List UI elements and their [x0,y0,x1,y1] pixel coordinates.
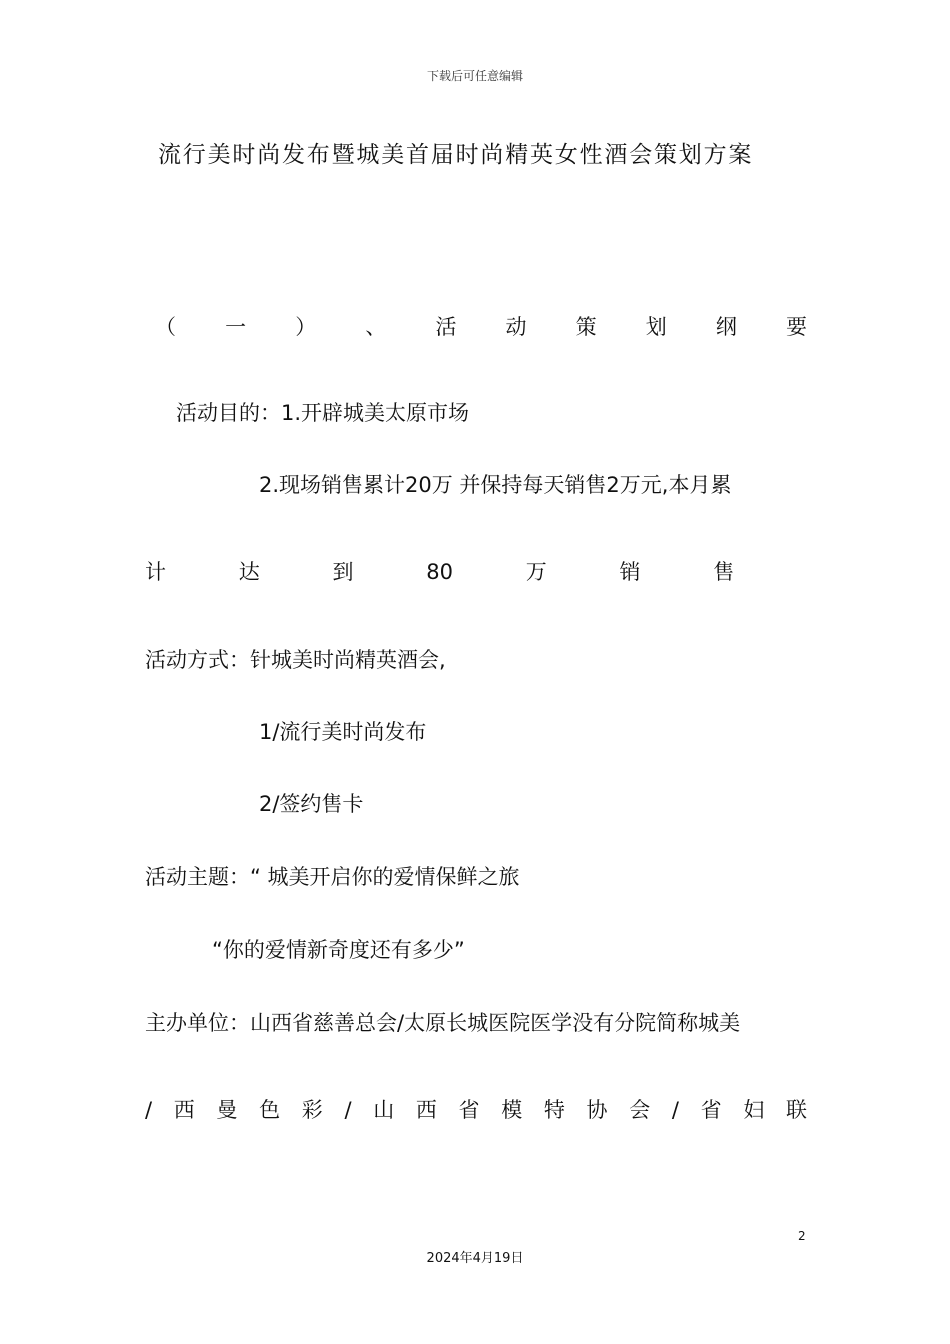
goal-line-3-word-6: 售 [713,560,735,584]
goal-line-3-word-4: 万 [525,560,547,584]
section-heading-char-9: 要 [785,315,807,339]
section-heading-char-3: 、 [365,315,387,339]
organizer-line-2-char-13: / [671,1098,679,1122]
goal-line-3-word-3: 80 [426,560,453,584]
organizer-line-2-char-5: / [344,1098,352,1122]
goal-line-3 [145,557,807,587]
goal-line-3-word-0: 计 [145,560,166,584]
section-heading-char-5: 动 [505,315,527,339]
organizer-line-2-char-9: 模 [501,1098,523,1122]
method-line-3: 2/签约售卡 [259,792,364,816]
organizer-line-2-char-4: 彩 [301,1098,323,1122]
section-heading-char-7: 划 [645,315,667,339]
section-heading-char-6: 策 [575,315,597,339]
organizer-line-2-char-6: 山 [373,1098,395,1122]
organizer-line-2-char-11: 协 [586,1098,608,1122]
organizer-line-2-char-3: 色 [259,1098,281,1122]
section-heading-char-2: ） [295,315,317,339]
section-heading-char-4: 活 [435,315,457,339]
section-heading-char-1: 一 [225,315,247,339]
method-line-2: 1/流行美时尚发布 [259,720,427,744]
goal-line-1: 活动目的：1.开辟城美太原市场 [176,401,470,425]
organizer-line-2-char-7: 西 [415,1098,437,1122]
organizer-line-2-char-1: 西 [173,1098,195,1122]
section-heading-char-8: 纲 [715,315,737,339]
organizer-line-2 [145,1095,807,1125]
footer-date: 2024年4月19日 [426,1251,524,1266]
theme-line-2: “你的爱情新奇度还有多少” [212,938,465,962]
document-title: 流行美时尚发布暨城美首届时尚精英女性酒会策划方案 [158,142,754,168]
section-heading-char-0: （ [155,315,176,339]
page-header-note: 下载后可任意编辑 [426,69,523,83]
page-number: 2 [798,1229,806,1243]
organizer-line-2-char-15: 妇 [743,1098,765,1122]
goal-line-2: 2.现场销售累计20万 并保持每天销售2万元,本月累 [259,473,732,497]
organizer-line-2-char-14: 省 [700,1098,722,1122]
organizer-line-2-char-8: 省 [458,1098,480,1122]
organizer-line-2-char-16: 联 [785,1098,807,1122]
theme-line-1: 活动主题：“ 城美开启你的爱情保鲜之旅 [145,865,520,889]
organizer-line-2-char-10: 特 [543,1098,565,1122]
organizer-line-2-char-0: / [145,1098,153,1122]
goal-line-3-word-2: 到 [332,560,354,584]
goal-line-3-word-5: 销 [619,560,641,584]
method-line-1: 活动方式：针城美时尚精英酒会, [145,648,446,672]
organizer-line-2-char-2: 曼 [216,1098,238,1122]
section-heading [155,312,807,342]
organizer-line-2-char-12: 会 [629,1098,651,1122]
organizer-line-1: 主办单位：山西省慈善总会/太原长城医院医学没有分院简称城美 [145,1011,741,1035]
goal-line-3-word-1: 达 [238,560,260,584]
